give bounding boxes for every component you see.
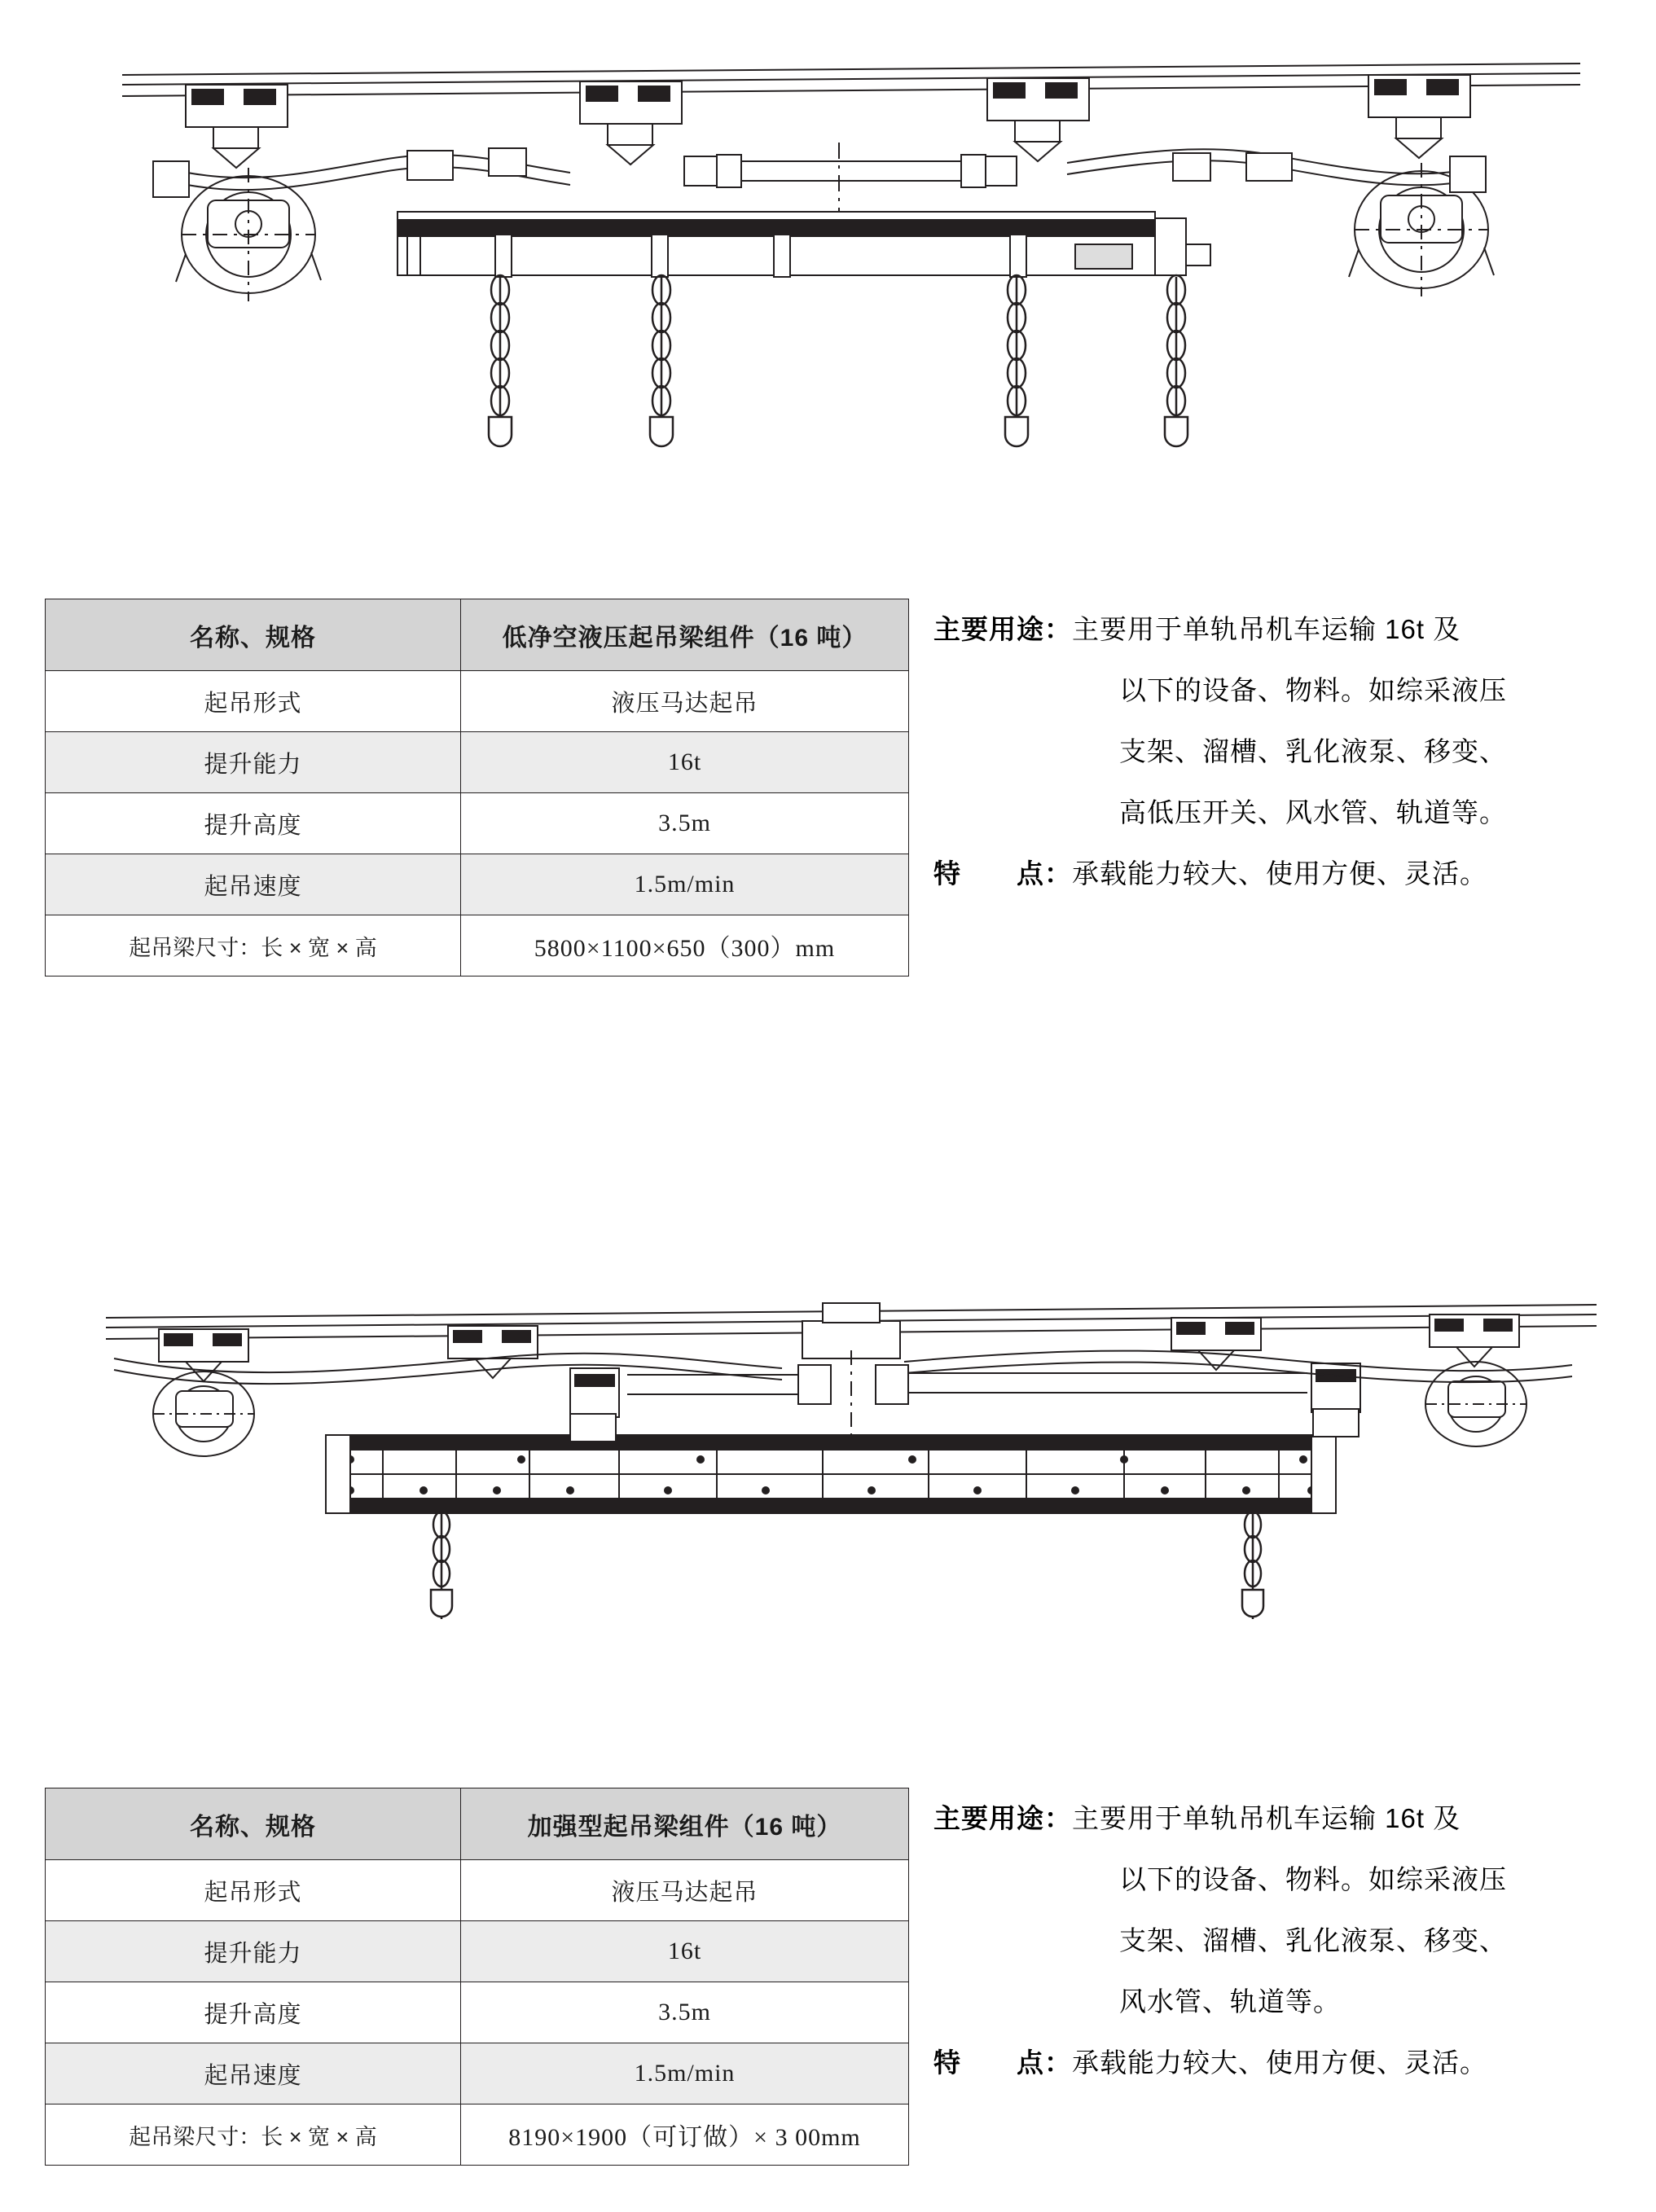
table-row <box>46 732 909 793</box>
row-label-capacity: 提升能力 <box>46 732 461 793</box>
usage-label: 主要用途： <box>933 614 1072 644</box>
feature-label: 特 点： <box>933 2047 1072 2078</box>
table-row <box>46 1921 909 1982</box>
usage-note-row <box>933 1849 1656 1910</box>
usage-line-1: 主要用于单轨吊机车运输 16t 及 <box>1072 614 1461 644</box>
feature-note-row <box>933 843 1656 904</box>
feature-text: 承载能力较大、使用方便、灵活。 <box>1072 858 1487 889</box>
row-value-speed: 1.5m/min <box>461 2043 909 2104</box>
notes-1 <box>933 599 1656 904</box>
spec-block-1 <box>45 599 1656 977</box>
row-value-dimensions: 5800×1100×650（300）mm <box>461 915 909 977</box>
table-row <box>46 854 909 915</box>
row-value-speed: 1.5m/min <box>461 854 909 915</box>
usage-note-row <box>933 1788 1656 1849</box>
usage-note-row <box>933 599 1656 660</box>
row-label-speed: 起吊速度 <box>46 2043 461 2104</box>
usage-line-3: 支架、溜槽、乳化液泵、移变、 <box>1119 1925 1507 1955</box>
usage-line-1: 主要用于单轨吊机车运输 16t 及 <box>1072 1803 1461 1833</box>
table-header-label: 名称、规格 <box>46 1788 461 1860</box>
table-row <box>46 1860 909 1921</box>
table-row <box>46 2043 909 2104</box>
drawing-svg-2 <box>0 1254 1656 1645</box>
row-value-capacity: 16t <box>461 732 909 793</box>
section-low-headroom <box>0 0 1656 962</box>
row-label-dimensions: 起吊梁尺寸：长 × 宽 × 高 <box>46 2104 461 2166</box>
spec-block-2 <box>45 1788 1656 2166</box>
row-label-height: 提升高度 <box>46 793 461 854</box>
notes-2 <box>933 1788 1656 2093</box>
row-label-capacity: 提升能力 <box>46 1921 461 1982</box>
row-value-lift-type: 液压马达起吊 <box>461 671 909 732</box>
table-row-header <box>46 599 909 671</box>
usage-note-row <box>933 1910 1656 1971</box>
drawing-svg-1 <box>0 0 1656 521</box>
usage-note-row <box>933 1971 1656 2032</box>
row-value-lift-type: 液压马达起吊 <box>461 1860 909 1921</box>
table-row <box>46 915 909 977</box>
section-reinforced <box>0 1254 1656 2151</box>
usage-note-row <box>933 721 1656 782</box>
table-row <box>46 671 909 732</box>
table-row <box>46 1982 909 2043</box>
row-label-speed: 起吊速度 <box>46 854 461 915</box>
spec-table-reinforced <box>45 1788 909 2166</box>
usage-line-2: 以下的设备、物料。如综采液压 <box>1119 675 1507 705</box>
usage-note-row <box>933 660 1656 721</box>
usage-line-2: 以下的设备、物料。如综采液压 <box>1119 1864 1507 1894</box>
feature-text: 承载能力较大、使用方便、灵活。 <box>1072 2047 1487 2078</box>
technical-drawing-low-headroom <box>0 0 1656 521</box>
technical-drawing-reinforced <box>0 1254 1656 1645</box>
table-header-value: 加强型起吊梁组件（16 吨） <box>461 1788 909 1860</box>
usage-line-4: 风水管、轨道等。 <box>1119 1986 1341 2017</box>
row-value-dimensions: 8190×1900（可订做）× 3 00mm <box>461 2104 909 2166</box>
feature-note-row <box>933 2032 1656 2093</box>
row-label-lift-type: 起吊形式 <box>46 671 461 732</box>
table-row <box>46 793 909 854</box>
spec-table-low-headroom <box>45 599 909 977</box>
row-label-lift-type: 起吊形式 <box>46 1860 461 1921</box>
row-value-height: 3.5m <box>461 793 909 854</box>
table-row <box>46 2104 909 2166</box>
row-value-capacity: 16t <box>461 1921 909 1982</box>
usage-line-3: 支架、溜槽、乳化液泵、移变、 <box>1119 736 1507 766</box>
usage-line-4: 高低压开关、风水管、轨道等。 <box>1119 797 1507 827</box>
row-label-dimensions: 起吊梁尺寸：长 × 宽 × 高 <box>46 915 461 977</box>
table-header-value: 低净空液压起吊梁组件（16 吨） <box>461 599 909 671</box>
table-header-label: 名称、规格 <box>46 599 461 671</box>
row-label-height: 提升高度 <box>46 1982 461 2043</box>
feature-label: 特 点： <box>933 858 1072 889</box>
usage-note-row <box>933 782 1656 843</box>
table-row-header <box>46 1788 909 1860</box>
row-value-height: 3.5m <box>461 1982 909 2043</box>
usage-label: 主要用途： <box>933 1803 1072 1833</box>
